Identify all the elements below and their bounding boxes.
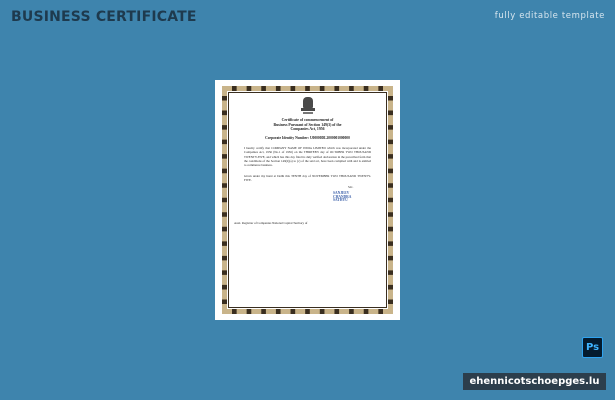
heading-line: Companies Act, 1956 — [290, 127, 325, 132]
certificate-content — [230, 94, 385, 306]
stamp-line: CHANDRA — [333, 194, 352, 199]
corporate-identity-number: Corporate Identity Number: U00000DL2000001000000 — [265, 135, 350, 140]
signature-mark: Sd/- — [348, 184, 354, 189]
stamp-line: SATHYU — [333, 198, 348, 203]
certificate-paragraph: I hereby certify that COMPANY NAME OF INDIA LIMITED which was incorporated under the Companies Act, 1956 (No.1 of 1956) on the THIRTEEN day of OCTOBER TWO THOUSAND TWENTY-FIVE, and which has this day filed its duly verified declaration in the prescribed form that the conditions of the Section 149(2)(a) to (c) of the said act, have been complied with and is entitled to commence business. — [244, 145, 371, 168]
heading-line: Business Pursuant of Section 149(3) of the — [273, 122, 342, 127]
given-under-hand-paragraph: Given under my hand at Delhi this TENTH day of NOVEMBER TWO THOUSAND TWENTY-FIVE. — [244, 173, 371, 183]
page-title: BUSINESS CERTIFICATE — [11, 9, 197, 25]
certificate-heading — [230, 118, 385, 132]
stamp-line: SANJEEV — [333, 190, 350, 195]
certificate-document — [215, 80, 400, 320]
signature-area — [230, 183, 385, 221]
heading-line: Certificate of commencement of — [281, 118, 334, 122]
registrar-stamp — [333, 192, 363, 204]
page-subtitle: fully editable template — [494, 11, 605, 21]
photoshop-icon: Ps — [582, 337, 603, 358]
website-watermark: ehennicotschoepges.lu — [463, 373, 606, 390]
registrar-designation: Asstt. Registrar of Companies National Capital Territory of — [234, 220, 308, 225]
national-emblem-icon — [300, 97, 316, 115]
